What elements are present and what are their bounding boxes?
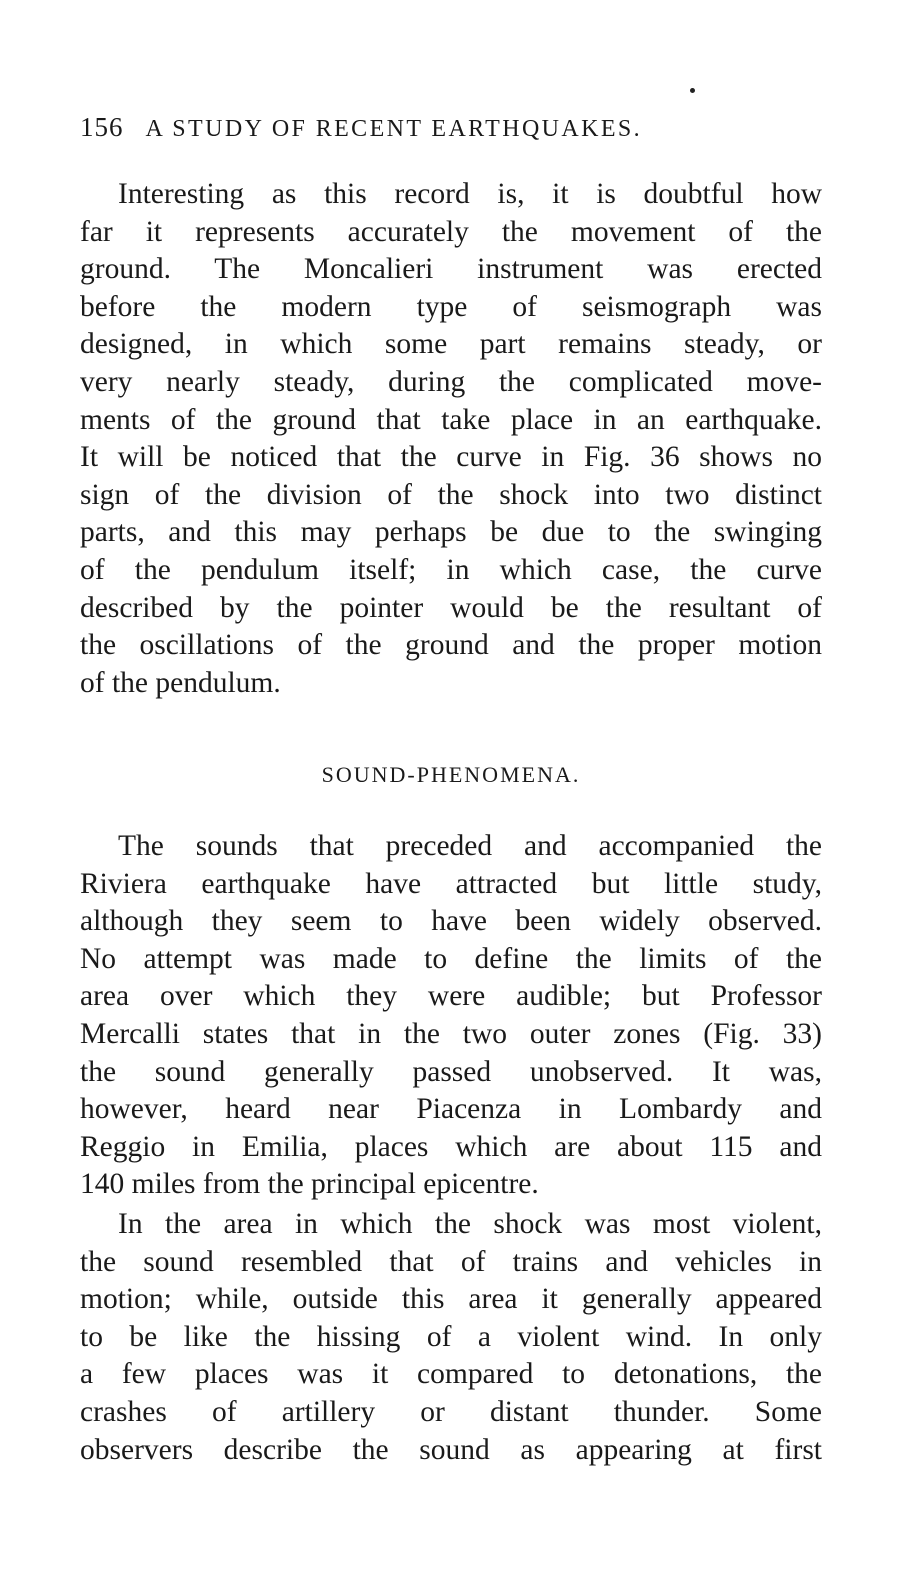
text-line: a few places was it compared to detonations, the xyxy=(80,1358,822,1391)
text-line: the sound generally passed unobserved. It was, xyxy=(80,1055,822,1088)
running-header xyxy=(80,112,820,148)
text-line: Reggio in Emilia, places which are about 115 and xyxy=(80,1130,822,1163)
paragraph-record-accuracy xyxy=(80,176,822,702)
text-line: of the pendulum itself; in which case, the curve xyxy=(80,553,822,586)
text-line: designed, in which some part remains steady, or xyxy=(80,328,822,361)
text-line: In the area in which the shock was most violent, xyxy=(118,1208,822,1240)
text-line: The sounds that preceded and accompanied the xyxy=(118,830,822,862)
text-line: Mercalli states that in the two outer zones (Fig. 33) xyxy=(80,1017,822,1050)
paragraph-sound-character xyxy=(80,1206,822,1469)
text-line: No attempt was made to define the limits of the xyxy=(80,942,822,975)
text-line: the sound resembled that of trains and vehicles in xyxy=(80,1245,822,1278)
paragraph-sound-observations xyxy=(80,828,822,1204)
text-line: ground. The Moncalieri instrument was erected xyxy=(80,253,822,286)
text-line: sign of the division of the shock into two distinct xyxy=(80,478,822,511)
ink-speck xyxy=(690,88,695,93)
page-number: 156 xyxy=(80,112,124,142)
running-title: A STUDY OF RECENT EARTHQUAKES. xyxy=(145,116,643,142)
text-line: far it represents accurately the movement of the xyxy=(80,215,822,248)
text-line: before the modern type of seismograph was xyxy=(80,290,822,323)
text-line: parts, and this may perhaps be due to the swinging xyxy=(80,516,822,549)
text-line: crashes of artillery or distant thunder. Some xyxy=(80,1395,822,1428)
text-line: however, heard near Piacenza in Lombardy and xyxy=(80,1093,822,1126)
text-line: motion; while, outside this area it generally appeared xyxy=(80,1283,822,1316)
text-line: very nearly steady, during the complicated move- xyxy=(80,365,822,398)
section-heading: SOUND-PHENOMENA. xyxy=(321,762,581,787)
text-line: area over which they were audible; but Professor xyxy=(80,980,822,1013)
text-line: described by the pointer would be the resultant of xyxy=(80,591,822,624)
text-line: 140 miles from the principal epicentre. xyxy=(80,1168,539,1201)
text-line: of the pendulum. xyxy=(80,666,281,699)
text-line: to be like the hissing of a violent wind. In only xyxy=(80,1320,822,1353)
text-line: Riviera earthquake have attracted but little study, xyxy=(80,867,822,900)
text-line: observers describe the sound as appearing at first xyxy=(80,1433,822,1466)
text-line: Interesting as this record is, it is doubtful how xyxy=(118,178,822,210)
text-line: although they seem to have been widely observed. xyxy=(80,905,822,938)
text-line: It will be noticed that the curve in Fig. 36 shows no xyxy=(80,441,822,474)
text-line: ments of the ground that take place in an earthquake. xyxy=(80,403,822,436)
text-line: the oscillations of the ground and the proper motion xyxy=(80,629,822,662)
